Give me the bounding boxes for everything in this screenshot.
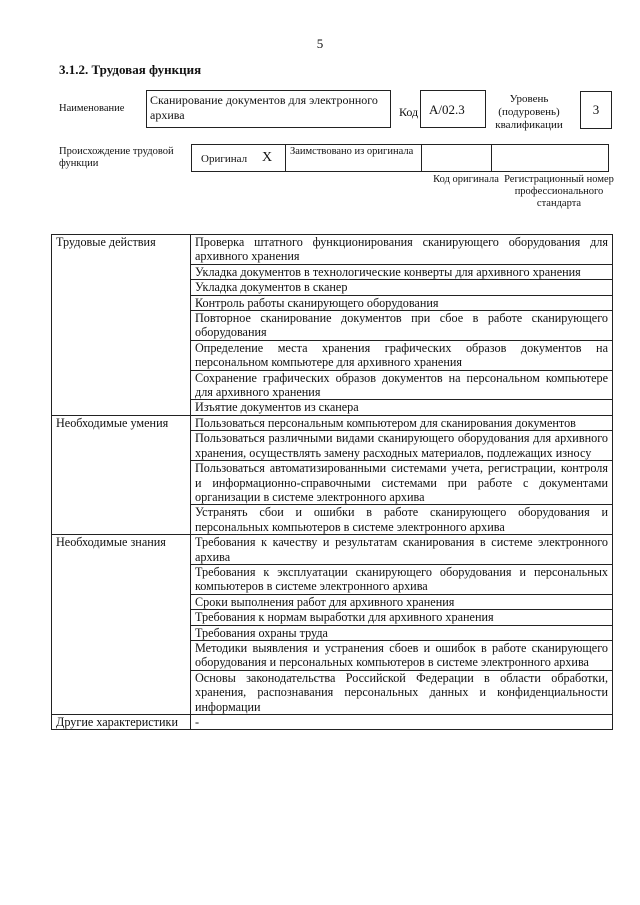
origin-code-cell [422,145,492,171]
section-item: Сроки выполнения работ для архивного хранения [191,594,613,609]
section-item: Требования охраны труда [191,625,613,640]
section-item: Повторное сканирование документов при сбое в работе сканирующего оборудования [191,311,613,341]
section-item: Пользоваться персональным компьютером для сканирования документов [191,415,613,430]
section-item: Сохранение графических образов документов на персональном компьютере для архивного хранения [191,370,613,400]
borrowed-label: Заимствовано из оригинала [290,146,414,157]
table-row [52,235,613,265]
reg-number-label: Регистрационный номер профессионального стандарта [504,174,614,209]
origin-original-cell [192,145,286,171]
code-label: Код [399,105,419,119]
name-box [146,90,391,128]
table-row [52,535,613,565]
section-heading: Необходимые умения [52,415,191,534]
table-row [52,415,613,430]
code-box [420,90,486,128]
section-item: Пользоваться автоматизированными системами учета, регистрации, контроля и информационно-справочными системами при работе с документами организации в системе электронного архива [191,461,613,505]
section-item: - [191,715,613,730]
section-item: Устранять сбои и ошибки в работе сканирующего оборудования и персональных компьютеров в системе электронного архива [191,505,613,535]
level-box [580,91,612,129]
origin-label: Происхождение трудовой функции [59,146,174,169]
qualification-level: 3 [592,102,600,117]
section-item: Требования к эксплуатации сканирующего оборудования и персональных компьютеров в системе электронного архива [191,564,613,594]
section-item: Требования к нормам выработки для архивного хранения [191,610,613,625]
section-title: 3.1.2. Трудовая функция [59,62,202,77]
level-label: Уровень (подуровень) квалификации [495,93,563,131]
function-name: Сканирование документов для электронного архива [150,93,378,122]
origin-borrowed-cell [286,145,422,171]
section-item: Определение места хранения графических образов документов на персональном компьютере для архивного хранения [191,340,613,370]
original-label: Оригинал [201,153,248,165]
section-item: Проверка штатного функционирования сканирующего оборудования для архивного хранения [191,235,613,265]
function-code: А/02.3 [429,102,465,117]
section-item: Пользоваться различными видами сканирующего оборудования для архивного хранения, осуществлять замену расходных материалов, подлежащих износу [191,431,613,461]
table-row [52,715,613,730]
section-item: Контроль работы сканирующего оборудования [191,295,613,310]
section-item: Методики выявления и устранения сбоев и ошибок в работе сканирующего оборудования и персональных компьютеров в системе электронного архива [191,640,613,670]
section-item: Изъятие документов из сканера [191,400,613,415]
code-original-label: Код оригинала [433,174,499,185]
function-table-body [52,235,613,730]
section-heading: Другие характеристики [52,715,191,730]
section-heading: Трудовые действия [52,235,191,416]
section-item: Требования к качеству и результатам сканирования в системе электронного архива [191,535,613,565]
origin-reg-cell [492,145,608,171]
section-item: Укладка документов в сканер [191,280,613,295]
function-table [51,234,613,730]
original-mark: X [262,150,273,165]
section-item: Основы законодательства Российской Федерации в области обработки, хранения, распознавания персональных данных и конфиденциальности информации [191,670,613,714]
section-item: Укладка документов в технологические конверты для архивного хранения [191,264,613,279]
name-label: Наименование [59,103,125,114]
origin-grid [191,144,609,172]
section-heading: Необходимые знания [52,535,191,715]
page-number: 5 [316,36,324,51]
